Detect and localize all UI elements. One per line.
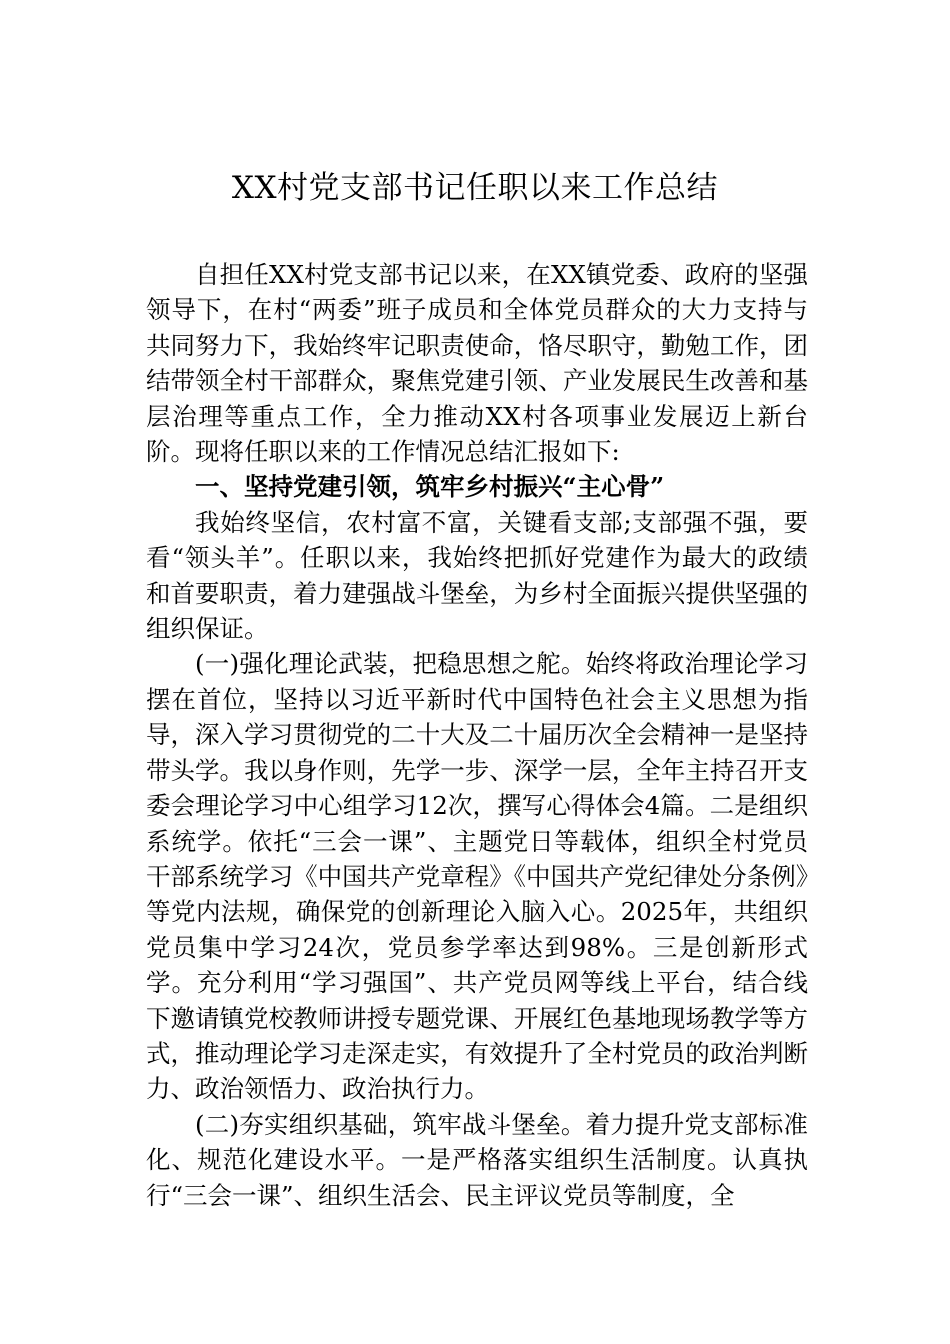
subsection-2-paragraph: (二)夯实组织基础，筑牢战斗堡垒。着力提升党支部标准化、规范化建设水平。一是严格落实组织生活制度。认真执行“三会一课”、组织生活会、民主评议党员等制度，全 <box>146 1109 808 1210</box>
document-title: XX村党支部书记任职以来工作总结 <box>231 170 719 206</box>
section-1-intro-paragraph: 我始终坚信，农村富不富，关键看支部;支部强不强，要看“领头羊”。任职以来，我始终把抓好党建作为最大的政绩和首要职责，着力建强战斗堡垒，为乡村全面振兴提供坚强的组织保证。 <box>146 507 808 644</box>
document-body <box>146 257 808 1213</box>
subsection-1-paragraph: (一)强化理论武装，把稳思想之舵。始终将政治理论学习摆在首位，坚持以习近平新时代中国特色社会主义思想为指导，深入学习贯彻党的二十大及二十届历次全会精神一是坚持带头学。我以身作则，先学一步、深学一层，全年主持召开支委会理论学习中心组学习12次，撰写心得体会4篇。二是组织系统学。依托“三会一课”、主题党日等载体，组织全村党员干部系统学习《中国共产党章程》《中国共产党纪律处分条例》等党内法规，确保党的创新理论入脑入心。2025年，共组织党员集中学习24次，党员参学率达到98%。三是创新形式学。充分利用“学习强国”、共产党员网等线上平台，结合线下邀请镇党校教师讲授专题党课、开展红色基地现场教学等方式，推动理论学习走深走实，有效提升了全村党员的政治判断力、政治领悟力、政治执行力。 <box>146 649 808 1104</box>
intro-paragraph: 自担任XX村党支部书记以来，在XX镇党委、政府的坚强领导下，在村“两委”班子成员和全体党员群众的大力支持与共同努力下，我始终牢记职责使命，恪尽职守，勤勉工作，团结带领全村干部群众，聚焦党建引领、产业发展民生改善和基层治理等重点工作，全力推动XX村各项事业发展迈上新台阶。现将任职以来的工作情况总结汇报如下: <box>146 260 808 467</box>
section-heading-1: 一、坚持党建引领，筑牢乡村振兴“主心骨” <box>195 472 665 502</box>
